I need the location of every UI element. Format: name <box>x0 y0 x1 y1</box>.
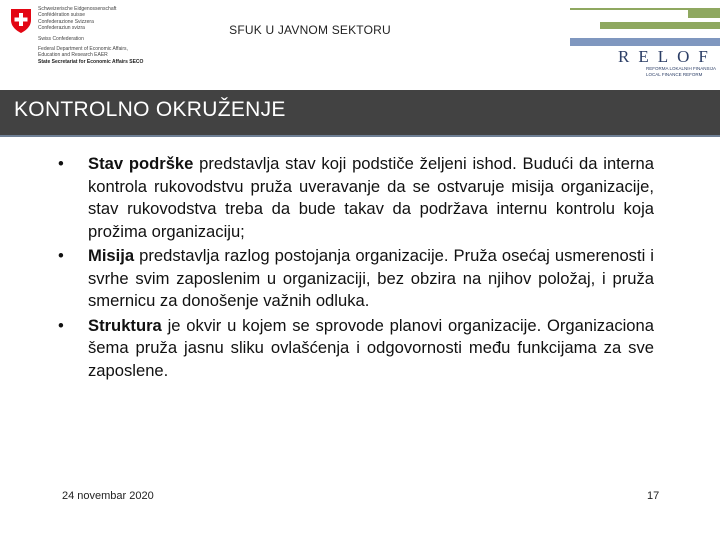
slide-title-bar <box>0 90 720 137</box>
page-number: 17 <box>647 490 660 502</box>
relof-logo-text: RELOF <box>618 47 717 66</box>
slide-title: KONTROLNO OKRUŽENJE <box>14 98 286 121</box>
admin-line: Swiss Confederation <box>38 35 84 42</box>
bullet-marker: • <box>58 246 64 265</box>
slide-content <box>58 153 654 384</box>
relof-sub-line: REFORMA LOKALNIH FINANSIJA <box>646 66 717 71</box>
swiss-coat-of-arms-icon <box>10 8 32 34</box>
admin-line: Confédération suisse <box>38 12 85 19</box>
admin-line: Confederaziun svizra <box>38 25 85 32</box>
bullet-text: predstavlja razlog postojanja organizacije. Pruža osećaj usmerenosti i svrhe svim zaposlenim u organizaciji, bez obzira na njihov položaj, i pruža smernicu za donošenje važnih odluka. <box>88 246 654 310</box>
bullet-text: predstavlja stav koji podstiče željeni ishod. Budući da interna kontrola rukovodstvu pruža uveravanje da se ostvaruje misija organizacije, stav rukovodstva treba da bude takav da podržava internu kontrolu koja prožima organizaciju; <box>88 154 654 241</box>
bullet-marker: • <box>58 315 64 335</box>
admin-line: Confederazione Svizzera <box>38 18 94 25</box>
bullet-term: Stav podrške <box>88 154 194 173</box>
relof-sub-line: LOCAL FINANCE REFORM <box>646 71 703 77</box>
relof-logo-subtitle <box>646 66 720 78</box>
header-title: SFUK U JAVNOM SEKTORU <box>229 23 391 37</box>
admin-line: Schweizerische Eidgenossenschaft <box>38 6 117 12</box>
relof-stripes-graphic <box>570 8 720 48</box>
slide-header <box>0 0 720 90</box>
bullet-text: je okvir u kojem se sprovode planovi organizacije. Organizaciona šema pruža jasnu sliku ovlašćenja i odgovornosti među funkcijama za sve zaposlene. <box>88 315 654 380</box>
bullet-item <box>58 153 654 243</box>
bullet-item <box>58 245 654 313</box>
footer-date: 24 novembar 2020 <box>62 490 154 502</box>
admin-line-bold: State Secretariat for Economic Affairs SECO <box>38 58 144 65</box>
admin-line: Federal Department of Economic Affairs, <box>38 46 128 53</box>
admin-line: Education and Research EAER <box>38 52 108 59</box>
swiss-administration-text <box>38 6 178 65</box>
bullet-item <box>58 315 654 383</box>
bullet-marker: • <box>58 154 64 173</box>
bullet-term: Struktura <box>88 315 162 335</box>
bullet-term: Misija <box>88 246 135 265</box>
